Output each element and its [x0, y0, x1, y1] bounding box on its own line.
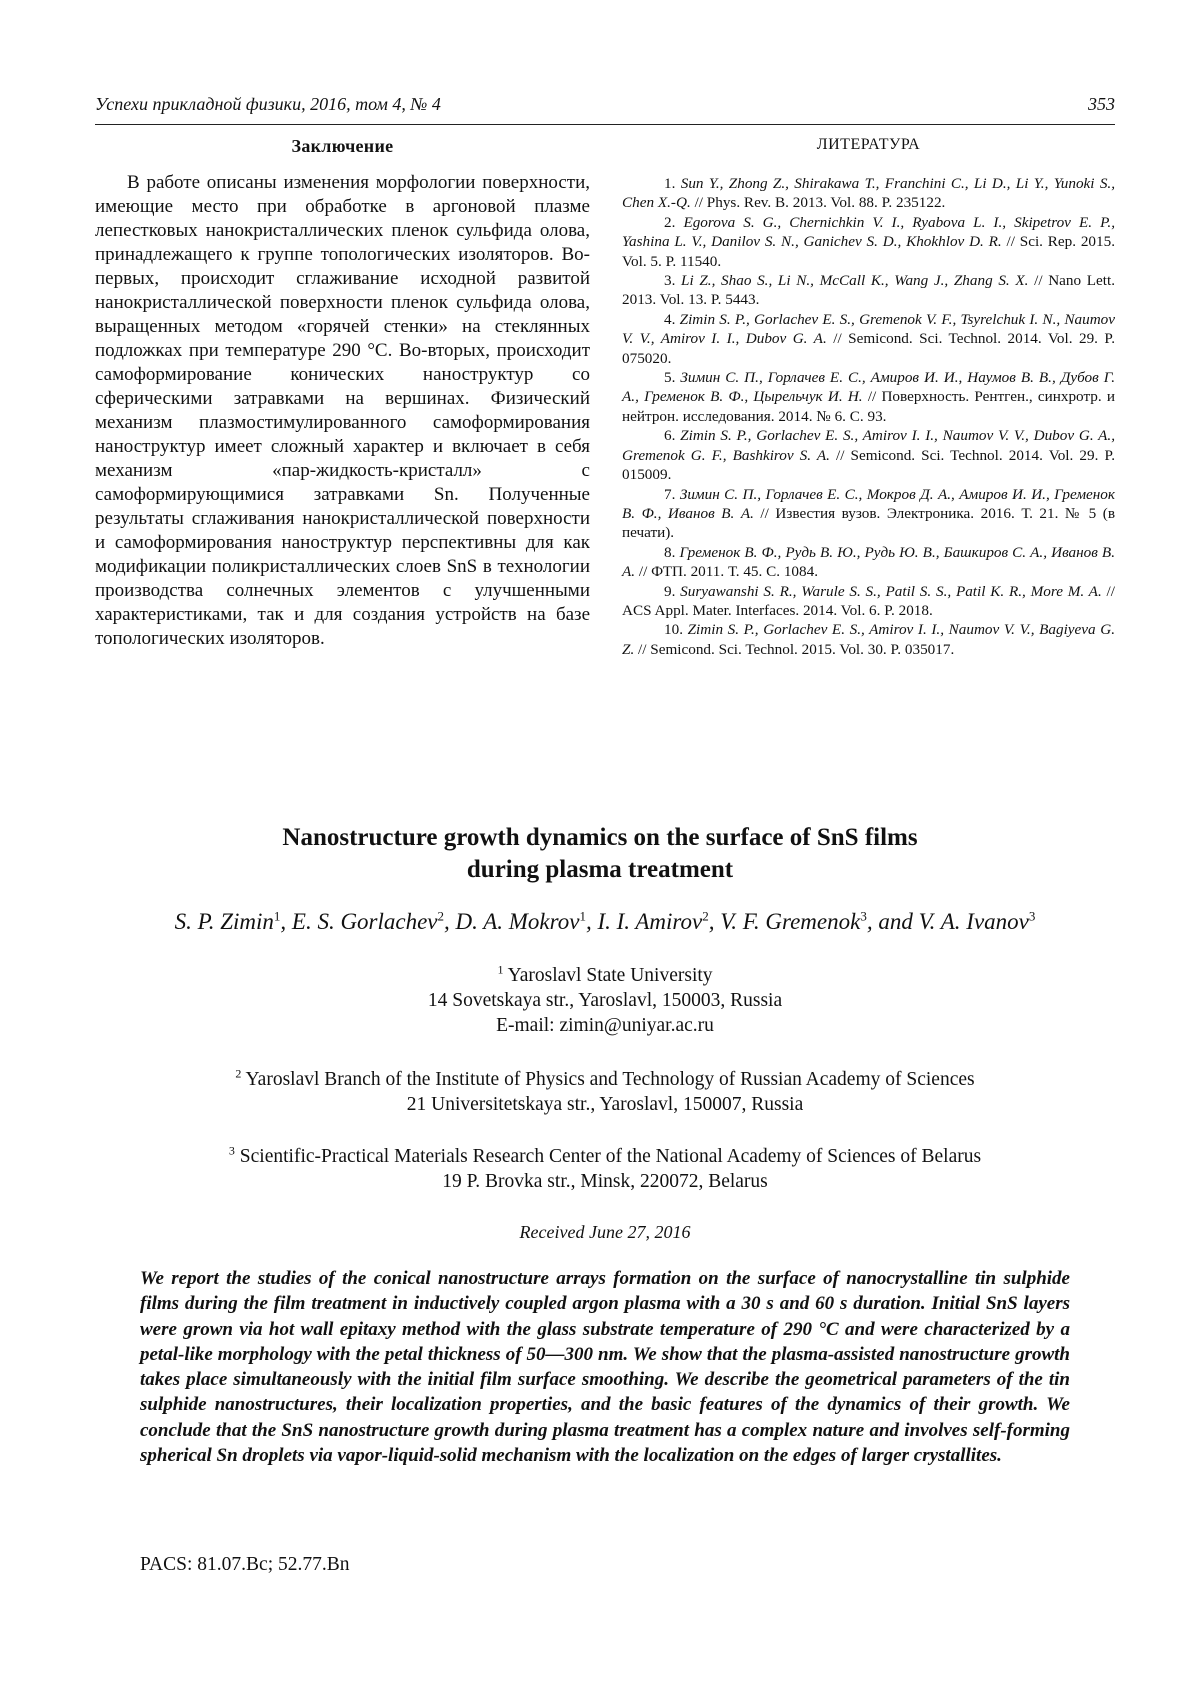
conclusion-paragraph: В работе описаны изменения морфологии поверхности, имеющие место при обработке в аргоновой плазме лепестковых нанокристаллических пленок сульфида олова, принадлежащего к группе топологических изоляторов. Во-первых, происходит сглаживание исходной развитой нанокристаллической поверхности пленок сульфида олова, выращенных методом «горячей стенки» на стеклянных подложках при температуре 290 °C. Во-вторых, происходит самоформирование конических наноструктур со сферическими затравками на вершинах. Физический механизм плазмостимулированного самоформирования наноструктур имеет сложный характер и включает в себя механизм «пар-жидкость-кристалл» с самоформирующимися затравками Sn. Полученные результаты сглаживания нанокристаллической поверхности и самоформирования наноструктур перспективны для как модификации поликристаллических слоев SnS в технологии производства солнечных элементов с улучшенными характеристиками, так и для создания устройств на базе топологических изоляторов.	[95, 172, 590, 649]
affiliation-marker: 3	[228, 1143, 235, 1158]
affiliation-3	[95, 1144, 1115, 1194]
reference-number: 2.	[664, 213, 676, 231]
reference-item	[622, 271, 1115, 310]
reference-source: // Semicond. Sci. Technol. 2014. Vol. 29. P. 075020.	[622, 330, 1115, 367]
references-section	[622, 136, 1115, 659]
reference-authors: Suryawanshi S. R., Warule S. S., Patil S. S., Patil K. R., More M. A.	[680, 582, 1102, 600]
reference-item	[622, 174, 1115, 213]
reference-number: 4.	[664, 310, 676, 328]
affiliation-name: Yaroslavl Branch of the Institute of Physics and Technology of Russian Academy of Sciences	[245, 1069, 975, 1090]
reference-number: 3.	[664, 272, 676, 290]
affiliation-address: 19 P. Brovka str., Minsk, 220072, Belarus	[442, 1171, 768, 1192]
journal-title: Успехи прикладной физики, 2016, том 4, № 4	[95, 94, 441, 114]
reference-number: 6.	[664, 427, 676, 445]
reference-item	[622, 543, 1115, 582]
author-affiliation-marker: 3	[1028, 908, 1036, 924]
paper-title-line-2: during plasma treatment	[466, 856, 734, 883]
reference-authors: Зимин С. П., Горлачев Е. С., Амиров И. И., Наумов В. В., Дубов Г. А., Гременок В. Ф., Цырельчук И. Н.	[622, 369, 1116, 406]
author-separator: ,	[280, 909, 292, 934]
affiliation-name: Scientific-Practical Materials Research Center of the National Academy of Sciences of Belarus	[239, 1146, 982, 1167]
author-name: V. F. Gremenok	[720, 909, 861, 934]
author-affiliation-marker: 3	[860, 908, 867, 924]
reference-authors: Зимин С. П., Горлачев Е. С., Мокров Д. А., Амиров И. И., Гременок В. Ф., Иванов В. А.	[622, 485, 1116, 522]
affiliation-address: 14 Sovetskaya str., Yaroslavl, 150003, Russia	[427, 990, 783, 1011]
reference-number: 5.	[664, 369, 676, 387]
affiliation-2	[95, 1067, 1115, 1117]
author-affiliation-marker: 2	[437, 908, 445, 924]
reference-authors: Zimin S. P., Gorlachev E. S., Gremenok V. F., Tsyrelchuk I. N., Naumov V. V., Amirov I. I., Dubov G. A.	[622, 310, 1116, 348]
author-affiliation-marker: 1	[579, 908, 586, 924]
reference-source: // Semicond. Sci. Technol. 2015. Vol. 30. P. 035017.	[634, 640, 955, 658]
header-rule	[95, 124, 1115, 125]
pacs-codes: PACS: 81.07.Bc; 52.77.Bn	[140, 1554, 350, 1575]
author-list	[95, 908, 1115, 936]
reference-authors: Zimin S. P., Gorlachev E. S., Amirov I. I., Naumov V. V., Bagiyeva G. Z.	[622, 621, 1116, 658]
author-separator: ,	[708, 909, 721, 934]
conclusion-heading: Заключение	[291, 136, 394, 156]
author-separator: ,	[444, 909, 456, 934]
author-affiliation-marker: 1	[273, 908, 281, 924]
reference-authors: Li Z., Shao S., Li N., McCall K., Wang J., Zhang S. X.	[681, 272, 1029, 290]
reference-item	[622, 582, 1115, 621]
reference-item	[622, 310, 1115, 368]
reference-number: 7.	[664, 485, 676, 503]
author-name: I. I. Amirov	[597, 909, 703, 934]
author-name: V. A. Ivanov	[918, 909, 1029, 934]
reference-authors: Egorova S. G., Chernichkin V. I., Ryabova L. I., Skipetrov E. P., Yashina L. V., Danilov S. N., Ganichev S. D., Khokhlov D. R.	[622, 213, 1115, 251]
author-separator: , and	[866, 909, 919, 934]
author-name: D. A. Mokrov	[455, 909, 580, 934]
affiliation-address: 21 Universitetskaya str., Yaroslavl, 150007, Russia	[406, 1094, 804, 1115]
affiliation-marker: 2	[235, 1066, 242, 1081]
references-list	[622, 174, 1115, 659]
reference-source: // Phys. Rev. B. 2013. Vol. 88. P. 235122.	[690, 194, 946, 212]
author-name: S. P. Zimin	[174, 909, 274, 934]
author-separator: ,	[585, 909, 598, 934]
paper-title	[150, 822, 1050, 886]
reference-source: // Semicond. Sci. Technol. 2014. Vol. 29. P. 015009.	[622, 446, 1116, 484]
reference-authors: Гременок В. Ф., Рудь В. Ю., Рудь Ю. В., Башкиров С. А., Иванов В. А.	[622, 543, 1116, 581]
affiliation-name: Yaroslavl State University	[507, 965, 713, 986]
reference-number: 10.	[664, 621, 683, 639]
affiliation-marker: 1	[497, 962, 504, 977]
reference-item	[622, 213, 1115, 271]
conclusion-section	[95, 136, 590, 651]
reference-source: // ACS Appl. Mater. Interfaces. 2014. Vol. 6. P. 2018.	[622, 582, 1115, 619]
received-date: Received June 27, 2016	[519, 1222, 691, 1242]
reference-number: 1.	[664, 175, 676, 192]
page-number: 353	[1088, 94, 1115, 114]
reference-source: // Nano Lett. 2013. Vol. 13. P. 5443.	[622, 272, 1115, 309]
paper-title-line-1: Nanostructure growth dynamics on the surface of SnS films	[282, 824, 918, 851]
affiliation-1	[95, 963, 1115, 1038]
reference-authors: Sun Y., Zhong Z., Shirakawa T., Franchini C., Li D., Li Y., Yunoki S., Chen X.-Q.	[622, 175, 1116, 212]
reference-source: // Поверхность. Рентген., синхротр. и нейтрон. исследования. 2014. № 6. С. 93.	[622, 388, 1115, 425]
reference-number: 8.	[664, 543, 676, 561]
references-heading: ЛИТЕРАТУРА	[816, 136, 921, 153]
reference-item	[622, 368, 1115, 426]
reference-source: // Известия вузов. Электроника. 2016. Т. 21. № 5 (в печати).	[622, 504, 1115, 542]
reference-item	[622, 426, 1115, 484]
reference-source: // ФТП. 2011. Т. 45. С. 1084.	[635, 563, 819, 581]
author-affiliation-marker: 2	[702, 908, 709, 924]
reference-source: // Sci. Rep. 2015. Vol. 5. P. 11540.	[622, 233, 1116, 270]
affiliation-email: E-mail: zimin@uniyar.ac.ru	[496, 1015, 714, 1036]
abstract: We report the studies of the conical nanostructure arrays formation on the surface of nanocrystalline tin sulphide films during the film treatment in inductively coupled argon plasma with a 30 s and 60 s duration. Initial SnS layers were grown via hot wall epitaxy method with the glass substrate temperature of 290 °C and were characterized by a petal-like morphology with the petal thickness of 50—300 nm. We show that the plasma-assisted nanostructure growth takes place simultaneously with the initial film surface smoothing. We describe the geometrical parameters of the tin sulphide nanostructures, their localization properties, and the basic features of the dynamics of their growth. We conclude that the SnS nanostructure growth during plasma treatment has a complex nature and involves self-forming spherical Sn droplets via vapor-liquid-solid mechanism with the localization on the edges of larger crystallites.	[140, 1268, 1070, 1467]
running-header	[95, 94, 1115, 118]
reference-item	[622, 620, 1115, 659]
reference-item	[622, 485, 1115, 543]
reference-authors: Zimin S. P., Gorlachev E. S., Amirov I. I., Naumov V. V., Dubov G. A., Gremenok G. F., Bashkirov S. A.	[622, 427, 1115, 464]
reference-number: 9.	[664, 582, 676, 600]
author-name: E. S. Gorlachev	[291, 909, 438, 934]
